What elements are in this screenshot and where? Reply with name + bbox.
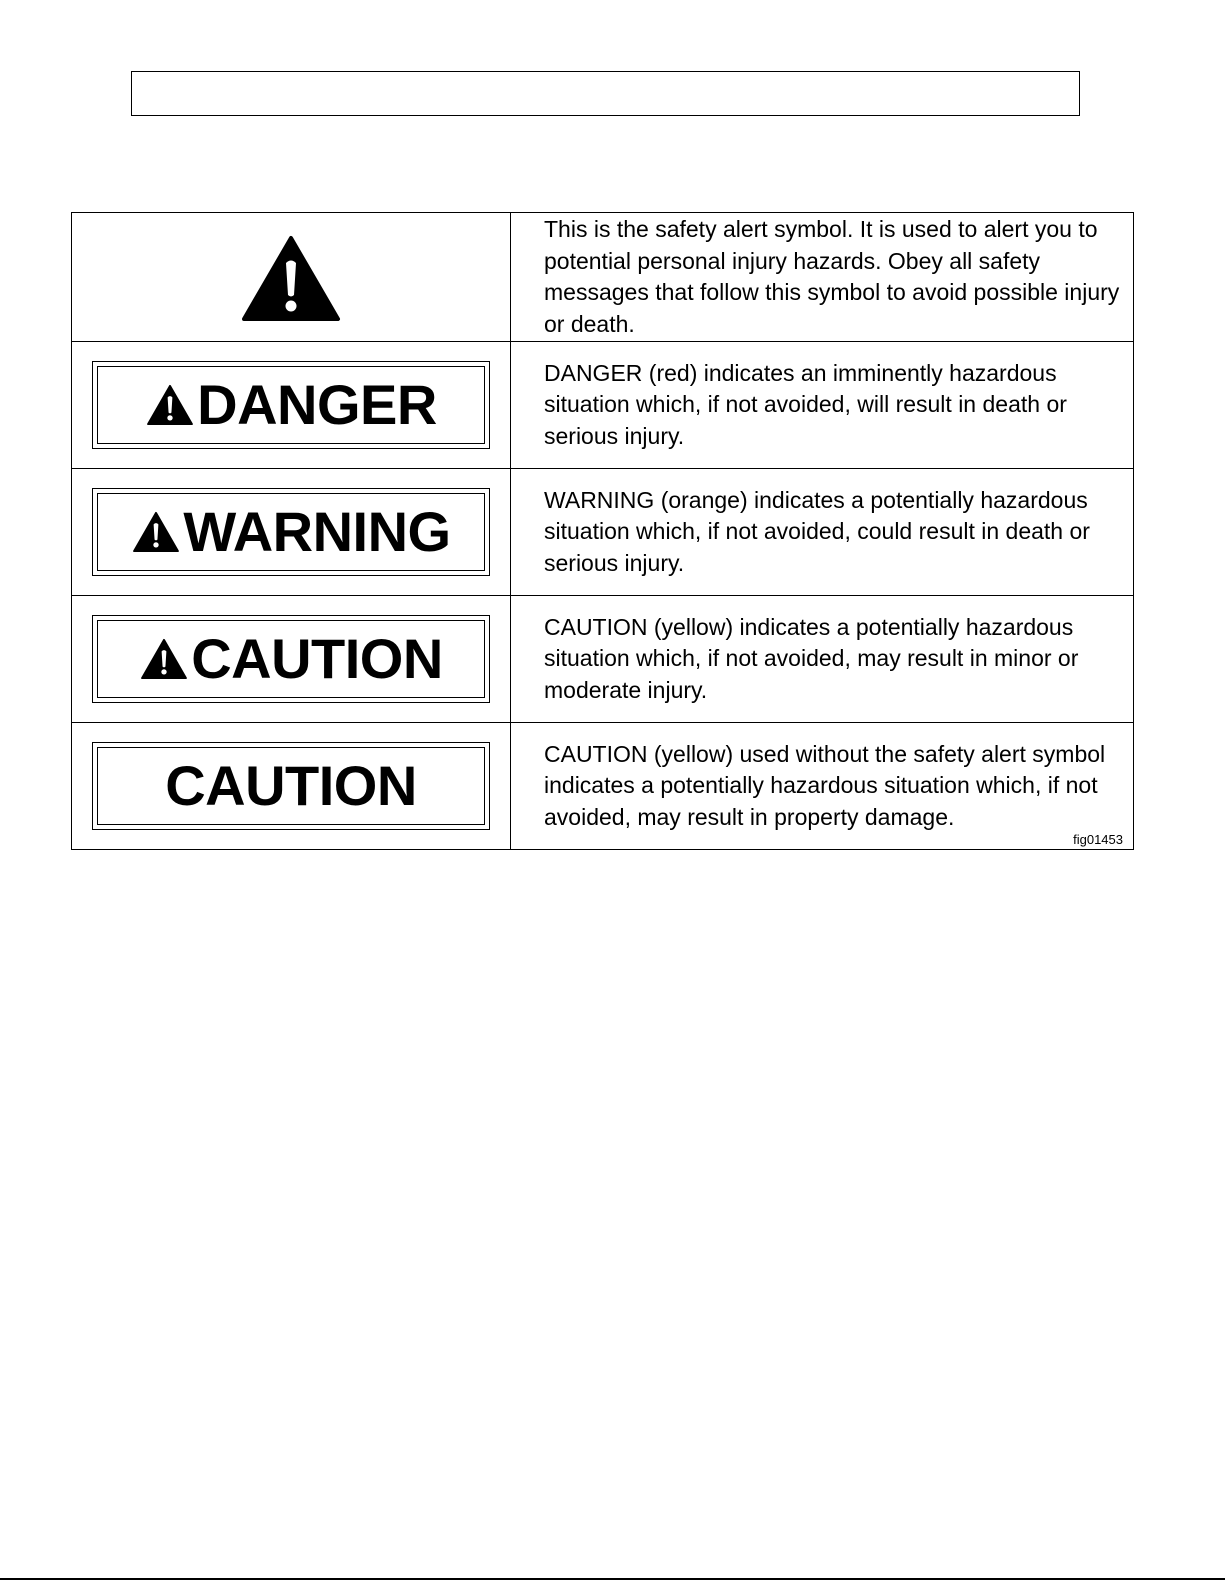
- table-row: [72, 596, 1134, 723]
- symbol-description: This is the safety alert symbol. It is used to alert you to potential personal injury hazards. Obey all safety messages that follow this symbol to avoid possible injury or death.: [544, 216, 1120, 337]
- description-cell: [511, 469, 1134, 596]
- sign-cell: [72, 723, 511, 850]
- danger-description: DANGER (red) indicates an imminently hazardous situation which, if not avoided, will result in death or serious injury.: [544, 359, 1067, 449]
- danger-sign: [92, 361, 490, 449]
- caution-sign: [92, 615, 490, 703]
- sign-cell: [72, 342, 511, 469]
- figure-id: fig01453: [1073, 832, 1123, 847]
- caution-description: CAUTION (yellow) indicates a potentially hazardous situation which, if not avoided, may result in minor or moderate injury.: [544, 613, 1079, 703]
- description-cell: [511, 723, 1134, 850]
- description-cell: [511, 342, 1134, 469]
- table-row: [72, 723, 1134, 850]
- table-row: [72, 469, 1134, 596]
- table-row: [72, 342, 1134, 469]
- header-box: [131, 71, 1080, 116]
- safety-alert-triangle-icon: [131, 511, 181, 553]
- description-cell: [511, 596, 1134, 723]
- danger-label: DANGER: [197, 373, 437, 436]
- danger-sign-inner: [97, 366, 485, 444]
- safety-alert-triangle-icon: [241, 235, 341, 323]
- caution-no-symbol-sign-inner: [97, 747, 485, 825]
- caution-label: CAUTION: [191, 627, 443, 690]
- safety-alert-triangle-icon: [139, 638, 189, 680]
- warning-sign: [92, 488, 490, 576]
- bottom-rule: [0, 1578, 1225, 1580]
- table-row: [72, 213, 1134, 342]
- caution-sign-inner: [97, 620, 485, 698]
- sign-cell: [72, 213, 511, 342]
- safety-signal-table: [71, 212, 1134, 850]
- warning-sign-inner: [97, 493, 485, 571]
- warning-description: WARNING (orange) indicates a potentially hazardous situation which, if not avoided, could result in death or serious injury.: [544, 486, 1090, 576]
- caution-no-symbol-label: CAUTION: [165, 754, 417, 817]
- caution-no-symbol-description: CAUTION (yellow) used without the safety alert symbol indicates a potentially hazardous situation which, if not avoided, may result in property damage.: [544, 740, 1106, 830]
- warning-label: WARNING: [183, 500, 451, 563]
- description-cell: [511, 213, 1134, 342]
- sign-cell: [72, 469, 511, 596]
- sign-cell: [72, 596, 511, 723]
- safety-alert-triangle-icon: [145, 384, 195, 426]
- caution-no-symbol-sign: [92, 742, 490, 830]
